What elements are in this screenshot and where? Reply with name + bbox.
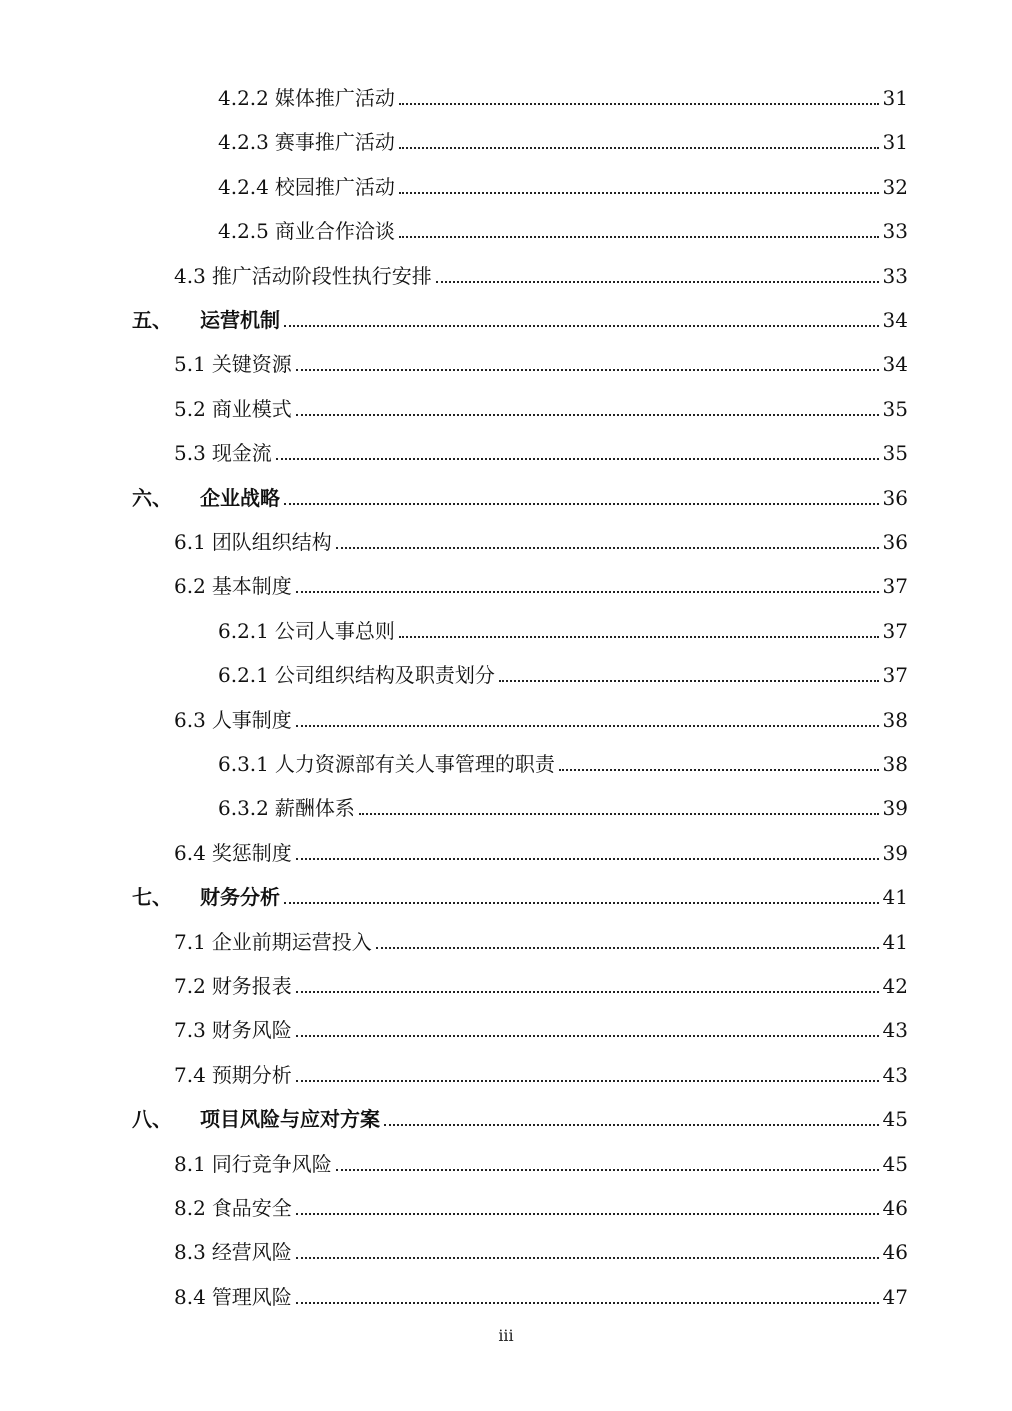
dot-leader <box>336 547 879 549</box>
dot-leader <box>296 1257 879 1259</box>
toc-entry-title: 人事制度 <box>211 707 292 732</box>
toc-entry-title: 财务风险 <box>211 1018 292 1043</box>
toc-entry-title: 薪酬体系 <box>274 796 355 821</box>
toc-entry-page: 34 <box>882 308 908 332</box>
toc-entry[interactable] <box>0 1146 908 1176</box>
toc-entry[interactable] <box>0 879 908 909</box>
toc-entry-number: 5.2 <box>174 396 206 421</box>
toc-entry-page: 46 <box>882 1240 908 1265</box>
toc-entry[interactable] <box>0 435 908 465</box>
toc-entry[interactable] <box>0 1101 908 1131</box>
toc-entry-page: 35 <box>882 396 908 421</box>
toc-entry-number: 4.2.5 <box>218 219 269 244</box>
toc-entry-number: 4.3 <box>174 263 206 288</box>
dot-leader <box>296 858 879 860</box>
toc-entry-title: 财务分析 <box>200 885 280 910</box>
toc-entry[interactable] <box>0 835 908 865</box>
dot-leader <box>399 147 879 149</box>
toc-entry-page: 32 <box>882 174 908 199</box>
toc-entry[interactable] <box>0 258 908 288</box>
toc-entry-page: 46 <box>882 1196 908 1220</box>
toc-entry-number: 4.2.4 <box>218 174 269 199</box>
toc-entry-page: 45 <box>882 1151 908 1176</box>
toc-entry-number: 6.2 <box>174 574 206 599</box>
toc-entry-title: 基本制度 <box>211 574 292 599</box>
toc-entry-title: 人力资源部有关人事管理的职责 <box>274 752 555 776</box>
toc-entry-title: 企业前期运营投入 <box>211 929 372 954</box>
toc-entry[interactable] <box>0 124 908 154</box>
toc-entry-number: 7.2 <box>174 974 206 998</box>
toc-entry[interactable] <box>0 213 908 243</box>
dot-leader <box>499 680 879 682</box>
toc-entry[interactable] <box>0 568 908 598</box>
toc-entry-page: 47 <box>882 1284 908 1309</box>
toc-entry-title: 赛事推广活动 <box>274 130 395 155</box>
toc-entry-number: 6.4 <box>174 840 206 865</box>
toc-entry-page: 39 <box>882 796 908 821</box>
toc-entry-title: 项目风险与应对方案 <box>200 1107 380 1132</box>
dot-leader <box>376 947 879 949</box>
toc-entry-page: 41 <box>882 929 908 954</box>
dot-leader <box>399 103 879 105</box>
toc-entry-number: 4.2.3 <box>218 130 269 155</box>
toc-entry-title: 食品安全 <box>211 1196 292 1220</box>
toc-entry-number: 5.3 <box>174 441 206 466</box>
dot-leader <box>284 503 879 505</box>
toc-entry-number: 8.4 <box>174 1284 206 1309</box>
toc-entry-number: 六、 <box>132 485 172 510</box>
toc-entry[interactable] <box>0 1234 908 1264</box>
toc-entry-title: 媒体推广活动 <box>274 86 395 110</box>
toc-entry-title: 奖惩制度 <box>211 840 292 865</box>
toc-entry-number: 4.2.2 <box>218 86 269 110</box>
dot-leader <box>296 1080 879 1082</box>
toc-entry-number: 8.1 <box>174 1151 206 1176</box>
toc-entry[interactable] <box>0 80 908 110</box>
toc-entry-page: 37 <box>882 618 908 643</box>
toc-entry-number: 6.2.1 <box>218 663 269 688</box>
toc-entry[interactable] <box>0 346 908 376</box>
toc-entry-page: 36 <box>882 530 908 554</box>
toc-entry-title: 商业合作洽谈 <box>274 219 395 244</box>
toc-entry-number: 6.3.2 <box>218 796 269 821</box>
dot-leader <box>296 991 879 993</box>
toc-entry-page: 31 <box>882 86 908 110</box>
toc-entry-number: 8.2 <box>174 1196 206 1220</box>
toc-entry-page: 33 <box>882 219 908 244</box>
dot-leader <box>284 325 879 327</box>
dot-leader <box>296 591 879 593</box>
toc-entry-page: 43 <box>882 1062 908 1087</box>
toc-entry-title: 推广活动阶段性执行安排 <box>211 263 432 288</box>
toc-entry-page: 38 <box>882 752 908 776</box>
dot-leader <box>296 1302 879 1304</box>
toc-entry-title: 校园推广活动 <box>274 174 395 199</box>
toc-entry-number: 五、 <box>132 308 172 332</box>
toc-entry-title: 团队组织结构 <box>211 530 332 554</box>
dot-leader <box>296 1213 879 1215</box>
toc-entry[interactable] <box>0 391 908 421</box>
toc-entry-title: 预期分析 <box>211 1062 292 1087</box>
toc-entry[interactable] <box>0 924 908 954</box>
toc-entry-number: 5.1 <box>174 352 206 377</box>
toc-entry[interactable] <box>0 302 908 332</box>
dot-leader <box>296 725 879 727</box>
page-number: iii <box>498 1326 514 1345</box>
toc-entry-number: 七、 <box>132 885 172 910</box>
toc-entry[interactable] <box>0 524 908 554</box>
toc-entry[interactable] <box>0 1279 908 1309</box>
toc-entry-title: 管理风险 <box>211 1284 292 1309</box>
toc-entry-title: 同行竞争风险 <box>211 1151 332 1176</box>
dot-leader <box>336 1169 879 1171</box>
dot-leader <box>296 414 879 416</box>
toc-entry[interactable] <box>0 746 908 776</box>
dot-leader <box>436 281 879 283</box>
toc-entry-page: 35 <box>882 441 908 466</box>
toc-entry-page: 33 <box>882 263 908 288</box>
toc-entry-number: 6.1 <box>174 530 206 554</box>
toc-entry-number: 八、 <box>132 1107 172 1132</box>
toc-entry-page: 45 <box>882 1107 908 1132</box>
toc-entry-number: 6.3 <box>174 707 206 732</box>
toc-entry-page: 39 <box>882 840 908 865</box>
toc-entry-title: 现金流 <box>211 441 272 466</box>
toc-entry[interactable] <box>0 790 908 820</box>
dot-leader <box>384 1124 879 1126</box>
dot-leader <box>296 1035 879 1037</box>
toc-entry-number: 8.3 <box>174 1240 206 1265</box>
dot-leader <box>276 458 879 460</box>
toc-entry-title: 经营风险 <box>211 1240 292 1265</box>
toc-entry-page: 31 <box>882 130 908 155</box>
toc-entry-title: 公司人事总则 <box>274 618 395 643</box>
toc-entry-page: 37 <box>882 663 908 688</box>
toc-entry-title: 运营机制 <box>200 308 280 332</box>
toc-entry-number: 7.3 <box>174 1018 206 1043</box>
toc-entry[interactable] <box>0 613 908 643</box>
toc-entry[interactable] <box>0 657 908 687</box>
toc-entry-number: 6.2.1 <box>218 618 269 643</box>
toc-entry-page: 38 <box>882 707 908 732</box>
toc-entry[interactable] <box>0 1012 908 1042</box>
toc-entry-title: 商业模式 <box>211 396 292 421</box>
toc-entry-page: 37 <box>882 574 908 599</box>
toc-entry-page: 41 <box>882 885 908 910</box>
toc-entry-title: 关键资源 <box>211 352 292 377</box>
dot-leader <box>284 902 879 904</box>
toc-entry-title: 企业战略 <box>200 485 280 510</box>
toc-entry-page: 36 <box>882 485 908 510</box>
toc-entry-number: 7.1 <box>174 929 206 954</box>
dot-leader <box>399 236 879 238</box>
toc-entry[interactable] <box>0 968 908 998</box>
toc-entry[interactable] <box>0 480 908 510</box>
toc-entry[interactable] <box>0 702 908 732</box>
dot-leader <box>399 192 879 194</box>
dot-leader <box>296 369 879 371</box>
toc-entry[interactable] <box>0 1057 908 1087</box>
dot-leader <box>559 769 879 771</box>
toc-entry-number: 7.4 <box>174 1062 206 1087</box>
dot-leader <box>399 636 879 638</box>
toc-entry-page: 43 <box>882 1018 908 1043</box>
toc-entry-title: 公司组织结构及职责划分 <box>274 663 495 688</box>
toc-entry[interactable] <box>0 169 908 199</box>
dot-leader <box>359 813 879 815</box>
toc-entry[interactable] <box>0 1190 908 1220</box>
toc-entry-page: 34 <box>882 352 908 377</box>
toc-entry-title: 财务报表 <box>211 974 292 998</box>
toc-entry-number: 6.3.1 <box>218 752 269 776</box>
toc-entry-page: 42 <box>882 974 908 998</box>
